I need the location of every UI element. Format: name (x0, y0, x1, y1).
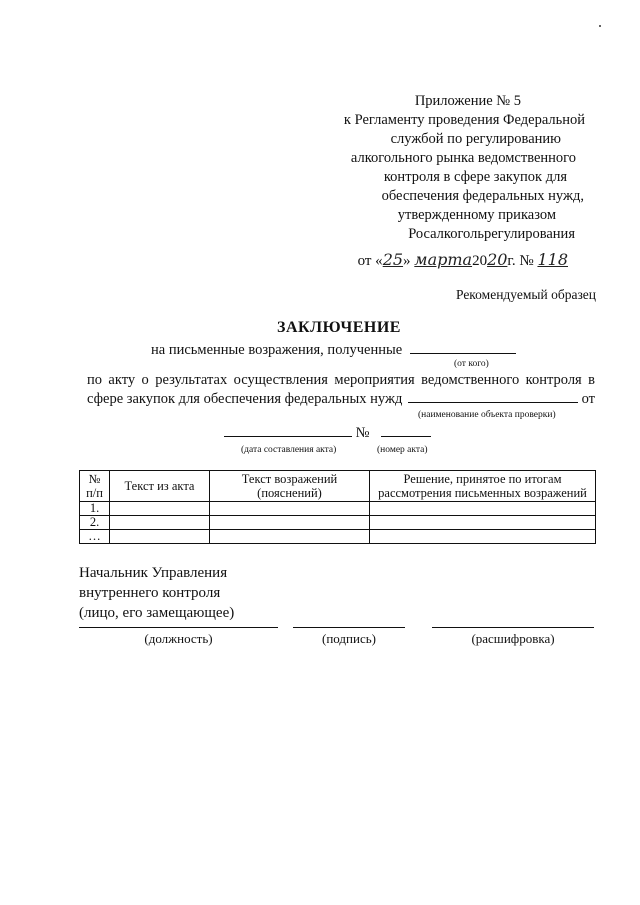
annex-line: обеспечения федеральных нужд, (381, 188, 584, 204)
note-act-date: (дата составления акта) (241, 445, 337, 455)
object-blank (408, 390, 578, 403)
table-row (80, 516, 596, 530)
row-number: 2. (80, 516, 110, 530)
subtitle (151, 341, 516, 359)
header-number: № п/п (80, 471, 110, 502)
table-row (80, 502, 596, 516)
act-paragraph (87, 371, 595, 409)
date-suffix: г. № (507, 253, 534, 269)
recommended-sample-label: Рекомендуемый образец (455, 287, 596, 302)
annex-line: службой по регулированию (390, 131, 561, 147)
date-mid: » (403, 253, 411, 269)
caption-decoding: (расшифровка) (471, 631, 555, 646)
header-act-text: Текст из акта (110, 471, 210, 502)
paragraph-line-2-text: сфере закупок для обеспечения федеральных нужд (87, 391, 403, 407)
header-decision: Решение, принятое по итогам рассмотрения письменных возражений (370, 471, 596, 502)
number-sign: № (355, 425, 370, 441)
signature-line: Начальник Управления (79, 565, 228, 581)
act-date-blank (224, 424, 352, 437)
note-from-whom: (от кого) (454, 359, 489, 369)
paragraph-line-1: по акту о результатах осуществления мероприятия ведомственного контроля в (87, 372, 595, 388)
date-prefix: от « (357, 253, 383, 269)
note-act-number: (номер акта) (377, 445, 428, 455)
annex-line: Росалкогольрегулирования (408, 226, 575, 242)
annex-line: алкогольного рынка ведомственного (350, 150, 576, 166)
date-day: 25 (382, 250, 404, 269)
signature-block (79, 563, 234, 623)
row-number: … (80, 530, 110, 544)
header-objection-text: Текст возражений (пояснений) (210, 471, 370, 502)
signature-line: внутреннего контроля (79, 585, 221, 601)
paragraph-from: от (581, 391, 596, 407)
objections-table (79, 470, 596, 544)
caption-position: (должность) (144, 631, 213, 646)
subtitle-text: на письменные возражения, полученные (151, 342, 403, 358)
signature-sign-line (293, 627, 405, 628)
caption-signature: (подпись) (322, 631, 376, 646)
signature-line: (лицо, его замещающее) (79, 605, 235, 621)
date-year-prefix: 20 (472, 253, 488, 269)
act-date-number-line (224, 424, 431, 442)
annex-header (0, 92, 585, 244)
annex-line: к Регламенту проведения Федеральной (343, 112, 585, 128)
table-header-row (80, 471, 596, 502)
name-decoding-line (432, 627, 594, 628)
document-title: ЗАКЛЮЧЕНИЕ (277, 319, 401, 336)
date-year: 20 (487, 250, 508, 269)
corner-dot (599, 25, 601, 27)
table-row (80, 530, 596, 544)
annex-line: контроля в сфере закупок для (383, 169, 567, 185)
note-object-name: (наименование объекта проверки) (418, 410, 556, 420)
order-date-line (0, 250, 568, 270)
date-month: марта (414, 250, 473, 269)
order-number: 118 (537, 250, 568, 269)
annex-line: Приложение № 5 (414, 93, 521, 109)
position-line (79, 627, 278, 628)
from-whom-blank (410, 341, 516, 354)
annex-line: утвержденному приказом (397, 207, 556, 223)
row-number: 1. (80, 502, 110, 516)
paragraph-line-2 (87, 390, 595, 409)
act-number-blank (381, 424, 431, 437)
